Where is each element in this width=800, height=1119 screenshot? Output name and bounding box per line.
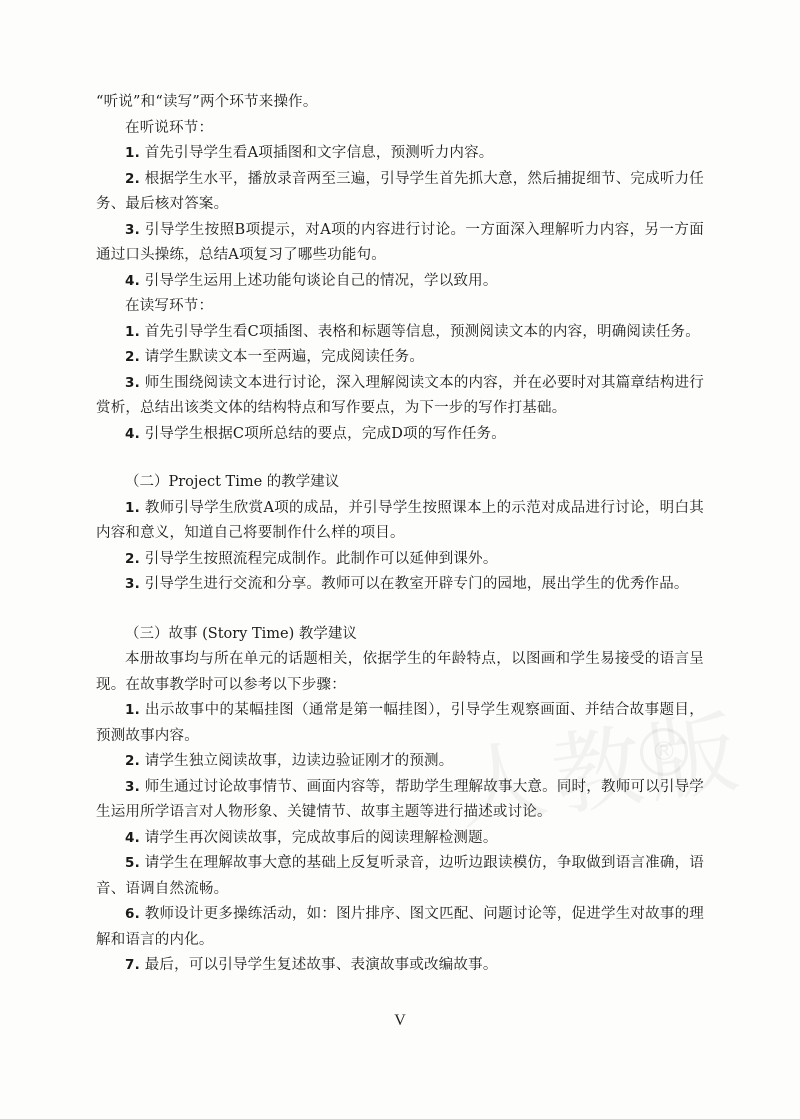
- page-body: [96, 90, 704, 979]
- step-number: 6.: [125, 906, 140, 922]
- story-step-6: [96, 902, 704, 953]
- story-step-3: [96, 775, 704, 826]
- step-number: 4.: [125, 829, 140, 846]
- step-text: 教师引导学生欣赏A项的成品，并引导学生按照课本上的示范对成品进行讨论，明白其内容和意义，知道自己将要制作什么样的项目。: [96, 499, 704, 541]
- step-number: 7.: [125, 957, 140, 973]
- project-step-3: [96, 572, 704, 598]
- step-number: 1.: [125, 702, 140, 718]
- story-step-1: [96, 698, 704, 749]
- step-text: 引导学生按照流程完成制作。此制作可以延伸到课外。: [139, 550, 498, 567]
- reading-step-4: [96, 422, 704, 448]
- project-step-1: [96, 496, 704, 547]
- listening-step-3: [96, 218, 704, 269]
- step-number: 4.: [125, 272, 140, 289]
- step-number: 3.: [125, 374, 140, 391]
- step-number: 2.: [125, 170, 140, 187]
- step-text: 教师设计更多操练活动，如：图片排序、图文匹配、问题讨论等，促进学生对故事的理解和语言的内化。: [96, 906, 704, 948]
- step-text: 请学生默读文本一至两遍，完成阅读任务。: [139, 349, 425, 365]
- page-number: V: [394, 1012, 406, 1029]
- step-number: 3.: [125, 576, 140, 592]
- step-number: 1.: [125, 323, 140, 340]
- paragraph-continuation: “听说”和“读写”两个环节来操作。: [96, 94, 318, 110]
- story-step-5: [96, 851, 704, 902]
- step-text: 首先引导学生看C项插图、表格和标题等信息，预测阅读文本的内容，明确阅读任务。: [139, 323, 700, 340]
- step-text: 引导学生运用上述功能句谈论自己的情况，学以致用。: [139, 272, 498, 289]
- story-step-4: [96, 826, 704, 852]
- step-text: 引导学生按照B项提示，对A项的内容进行讨论。一方面深入理解听力内容，另一方面通过口头操练，总结A项复习了哪些功能句。: [96, 221, 704, 263]
- step-number: 3.: [125, 778, 140, 795]
- registered-mark-icon: ®: [640, 728, 688, 776]
- step-text: 引导学生根据C项所总结的要点，完成D项的写作任务。: [139, 425, 506, 442]
- step-text: 请学生在理解故事大意的基础上反复听录音，边听边跟读模仿，争取做到语言准确，语音、语调自然流畅。: [96, 855, 704, 897]
- step-number: 3.: [125, 221, 140, 238]
- section-heading-story-time: （三）故事 (Story Time) 教学建议: [125, 625, 357, 642]
- section-heading-project-time: （二）Project Time 的教学建议: [125, 474, 340, 490]
- project-step-2: [96, 547, 704, 573]
- step-number: 2.: [125, 349, 140, 365]
- listening-step-1: [96, 141, 704, 167]
- step-text: 请学生再次阅读故事，完成故事后的阅读理解检测题。: [139, 829, 498, 846]
- step-text: 师生通过讨论故事情节、画面内容等，帮助学生理解故事大意。同时，教师可以引导学生运用所学语言对人物形象、关键情节、故事主题等进行描述或讨论。: [96, 778, 704, 820]
- step-text: 请学生独立阅读故事，边读边验证刚才的预测。: [139, 753, 454, 769]
- subheading-listening: 在听说环节：: [125, 119, 214, 136]
- step-text: 根据学生水平，播放录音两至三遍，引导学生首先抓大意，然后捕捉细节、完成听力任务、最后核对答案。: [96, 170, 704, 212]
- story-step-7: [96, 953, 704, 979]
- reading-step-1: [96, 320, 704, 346]
- reading-step-3: [96, 371, 704, 422]
- step-text: 首先引导学生看A项插图和文字信息，预测听力内容。: [139, 145, 494, 161]
- story-step-2: [96, 749, 704, 775]
- story-intro: 本册故事均与所在单元的话题相关，依据学生的年龄特点，以图画和学生易接受的语言呈现。在故事教学时可以参考以下步骤：: [96, 651, 704, 693]
- step-number: 5.: [125, 855, 140, 871]
- reading-step-2: [96, 345, 704, 371]
- listening-step-4: [96, 269, 704, 295]
- step-text: 出示故事中的某幅挂图（通常是第一幅挂图），引导学生观察画面、并结合故事题目，预测故事内容。: [96, 702, 704, 744]
- step-number: 1.: [125, 145, 140, 161]
- step-number: 1.: [125, 499, 140, 516]
- step-text: 引导学生进行交流和分享。教师可以在教室开辟专门的园地，展出学生的优秀作品。: [139, 576, 689, 592]
- step-text: 最后，可以引导学生复述故事、表演故事或改编故事。: [139, 957, 498, 973]
- subheading-reading-writing: 在读写环节：: [125, 298, 214, 314]
- step-text: 师生围绕阅读文本进行讨论，深入理解阅读文本的内容，并在必要时对其篇章结构进行赏析，总结出该类文体的结构特点和写作要点，为下一步的写作打基础。: [96, 374, 704, 416]
- step-number: 2.: [125, 753, 140, 769]
- step-number: 2.: [125, 550, 140, 567]
- step-number: 4.: [125, 425, 140, 442]
- listening-step-2: [96, 167, 704, 218]
